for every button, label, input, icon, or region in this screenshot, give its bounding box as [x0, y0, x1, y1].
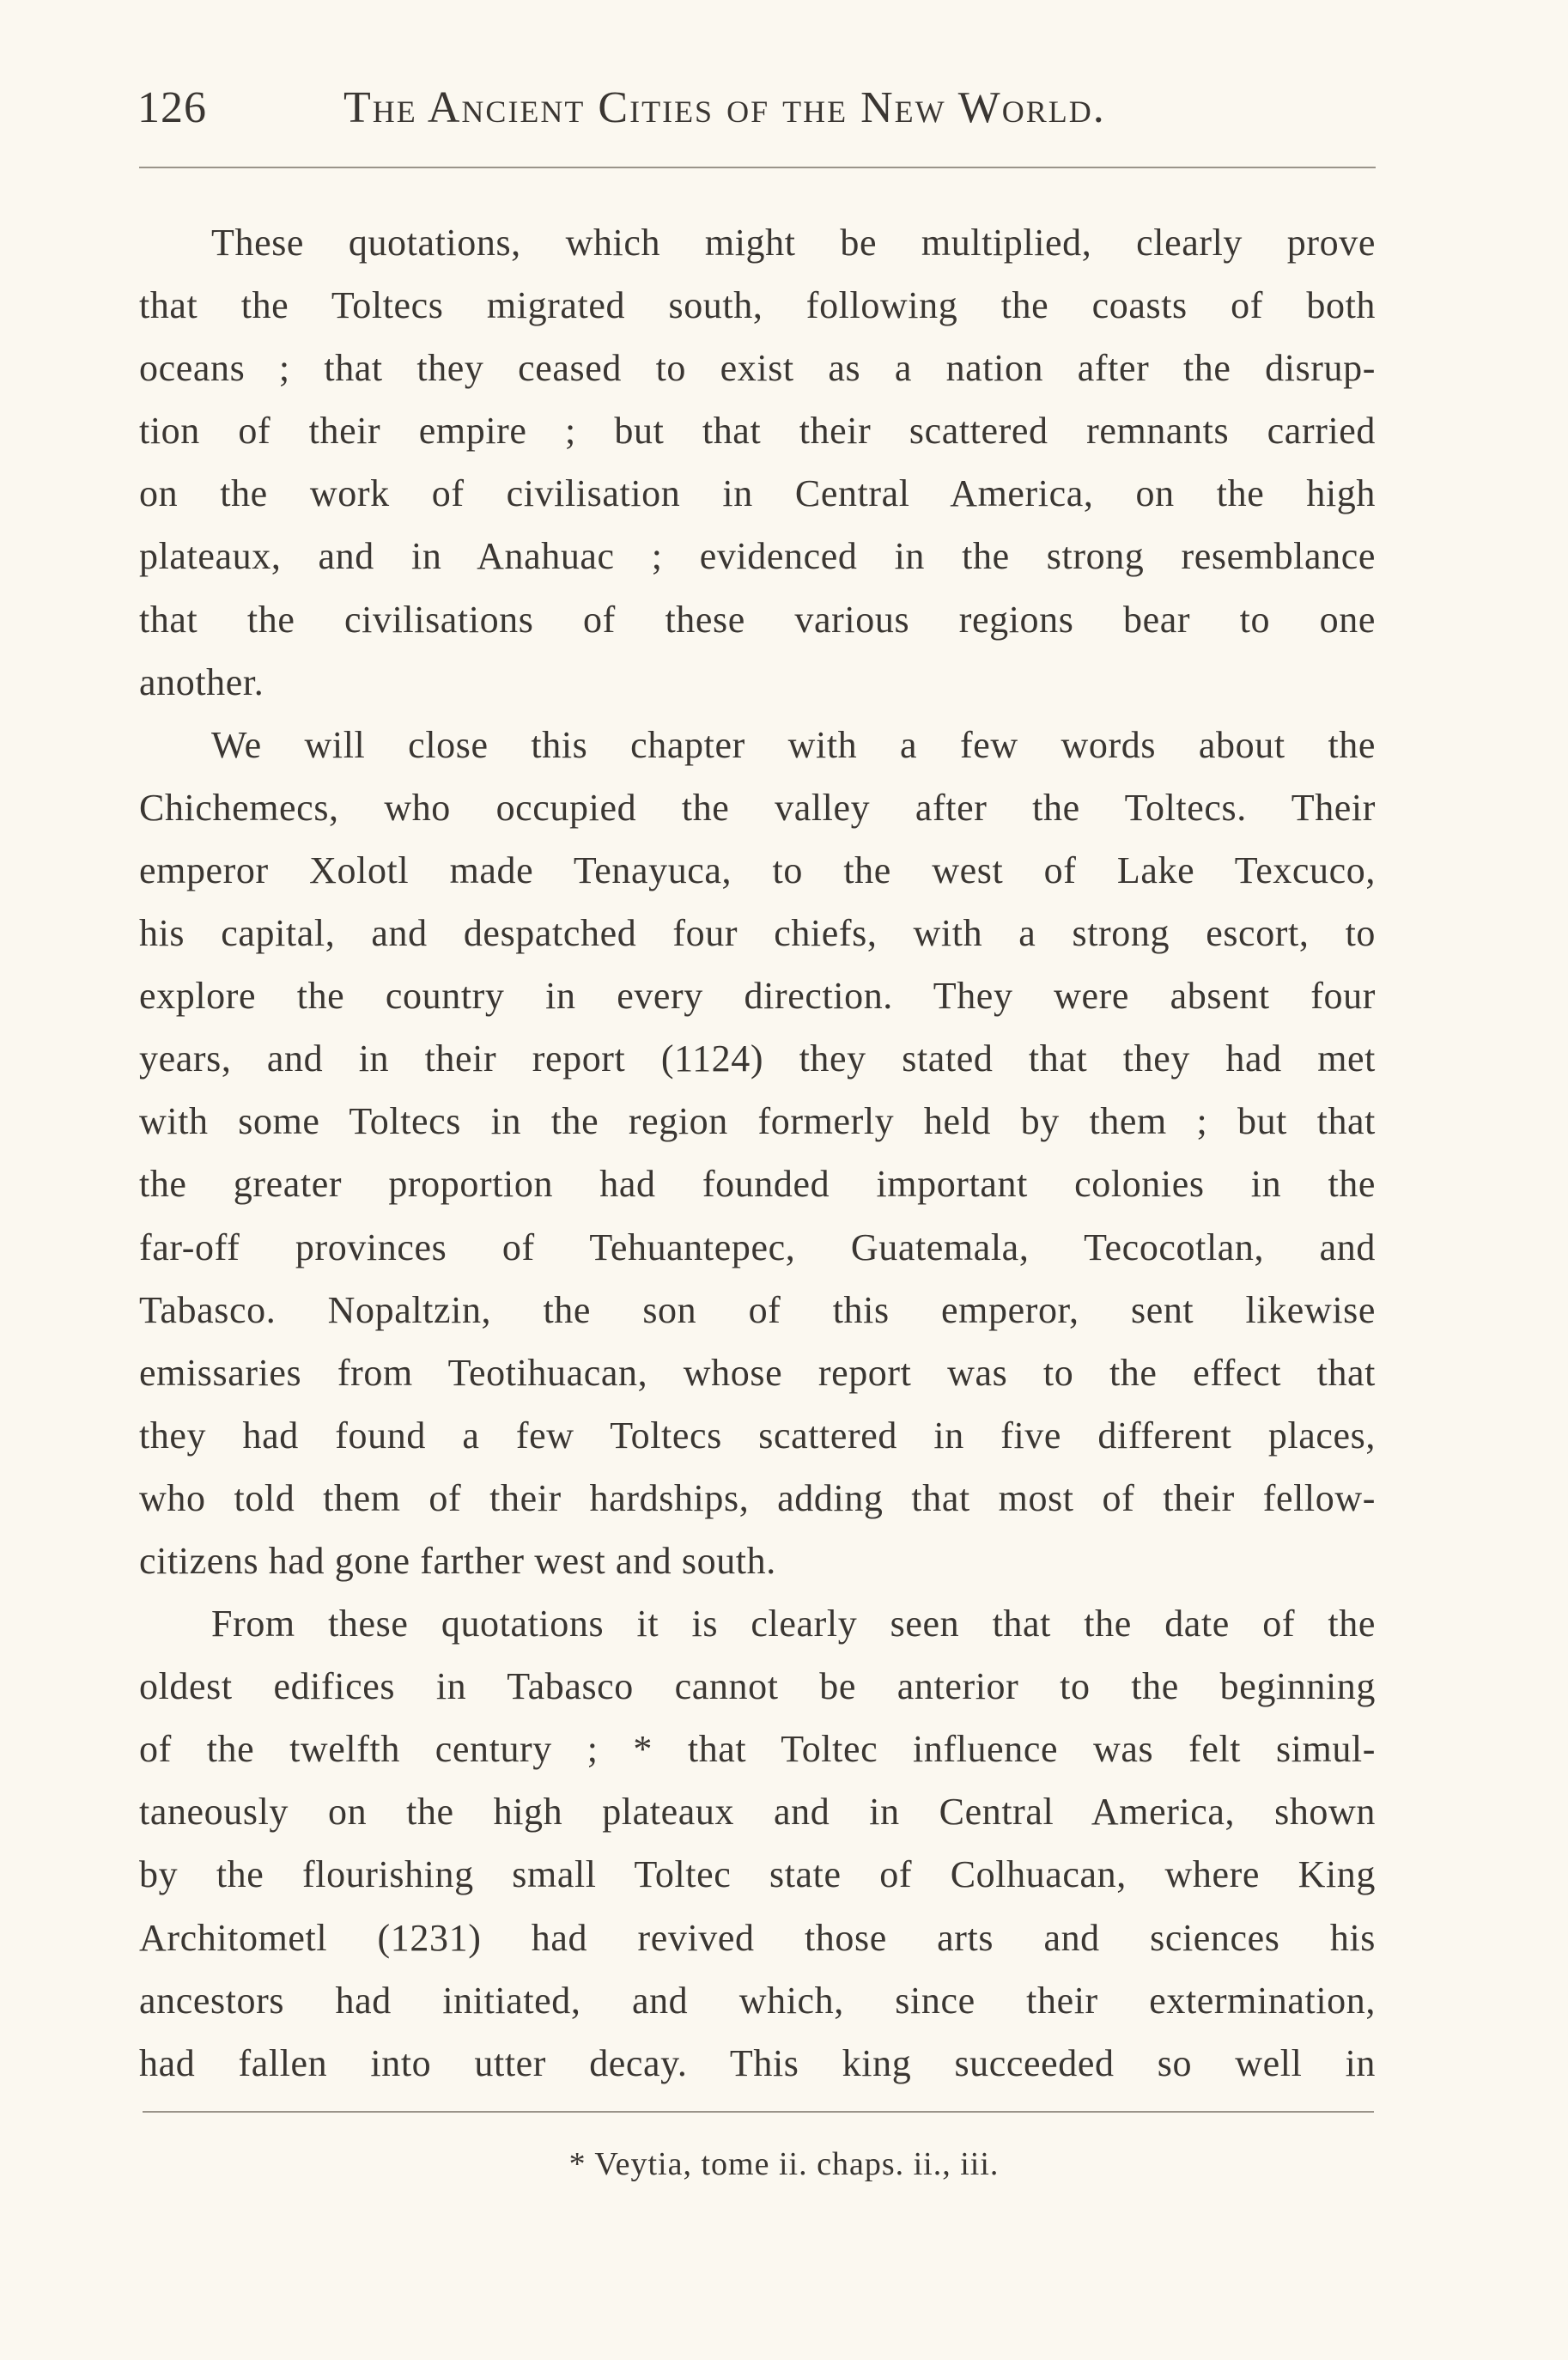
text-line: with some Toltecs in the region formerly held by them ; but that — [139, 1100, 1376, 1143]
text-line: explore the country in every direction. They were absent four — [139, 975, 1376, 1018]
text-line: emissaries from Teotihuacan, whose report was to the effect that — [139, 1351, 1376, 1394]
text-line: the greater proportion had founded important colonies in the — [139, 1163, 1376, 1206]
text-line: plateaux, and in Anahuac ; evidenced in the strong resemblance — [139, 535, 1376, 578]
text-line: oldest edifices in Tabasco cannot be anterior to the beginning — [139, 1665, 1376, 1708]
running-header — [137, 82, 1383, 151]
text-line: tion of their empire ; but that their scattered remnants carried — [139, 410, 1376, 453]
text-line: oceans ; that they ceased to exist as a nation after the disrup- — [139, 347, 1376, 390]
text-line: had fallen into utter decay. This king succeeded so well in — [139, 2041, 1376, 2084]
text-line: by the flourishing small Toltec state of Colhuacan, where King — [139, 1853, 1376, 1896]
text-line: who told them of their hardships, adding that most of their fellow- — [139, 1476, 1376, 1519]
text-line: From these quotations it is clearly seen that the date of the — [211, 1603, 1376, 1645]
text-line: Tabasco. Nopaltzin, the son of this emperor, sent likewise — [139, 1288, 1376, 1331]
text-line: his capital, and despatched four chiefs, with a strong escort, to — [139, 912, 1376, 955]
running-title: The Ancient Cities of the New World. — [343, 83, 1106, 132]
text-line: taneously on the high plateaux and in Central America, shown — [139, 1791, 1376, 1834]
body-text — [139, 211, 1376, 2095]
text-line: another. — [139, 660, 264, 703]
text-line: We will close this chapter with a few words about the — [211, 723, 1376, 766]
text-line: ancestors had initiated, and which, since their extermination, — [139, 1979, 1376, 2022]
page-number: 126 — [137, 83, 207, 132]
footnote-rule — [143, 2111, 1374, 2113]
text-line: of the twelfth century ; * that Toltec influence was felt simul- — [139, 1728, 1376, 1771]
text-line: far-off provinces of Tehuantepec, Guatemala, Tecocotlan, and — [139, 1226, 1376, 1268]
footnote: * Veytia, tome ii. chaps. ii., iii. — [568, 2146, 1000, 2182]
text-line: that the Toltecs migrated south, following the coasts of both — [139, 284, 1376, 327]
text-line: These quotations, which might be multiplied, clearly prove — [211, 222, 1376, 264]
text-line: years, and in their report (1124) they stated that they had met — [139, 1037, 1376, 1080]
text-line: on the work of civilisation in Central America, on the high — [139, 472, 1376, 515]
text-line: Architometl (1231) had revived those arts and sciences his — [139, 1916, 1376, 1959]
text-line: citizens had gone farther west and south. — [139, 1539, 776, 1582]
text-line: they had found a few Toltecs scattered in five different places, — [139, 1414, 1376, 1457]
text-line: that the civilisations of these various regions bear to one — [139, 598, 1376, 641]
text-line: Chichemecs, who occupied the valley after the Toltecs. Their — [139, 786, 1376, 829]
text-line: emperor Xolotl made Tenayuca, to the west of Lake Texcuco, — [139, 849, 1376, 891]
header-rule — [139, 167, 1376, 168]
